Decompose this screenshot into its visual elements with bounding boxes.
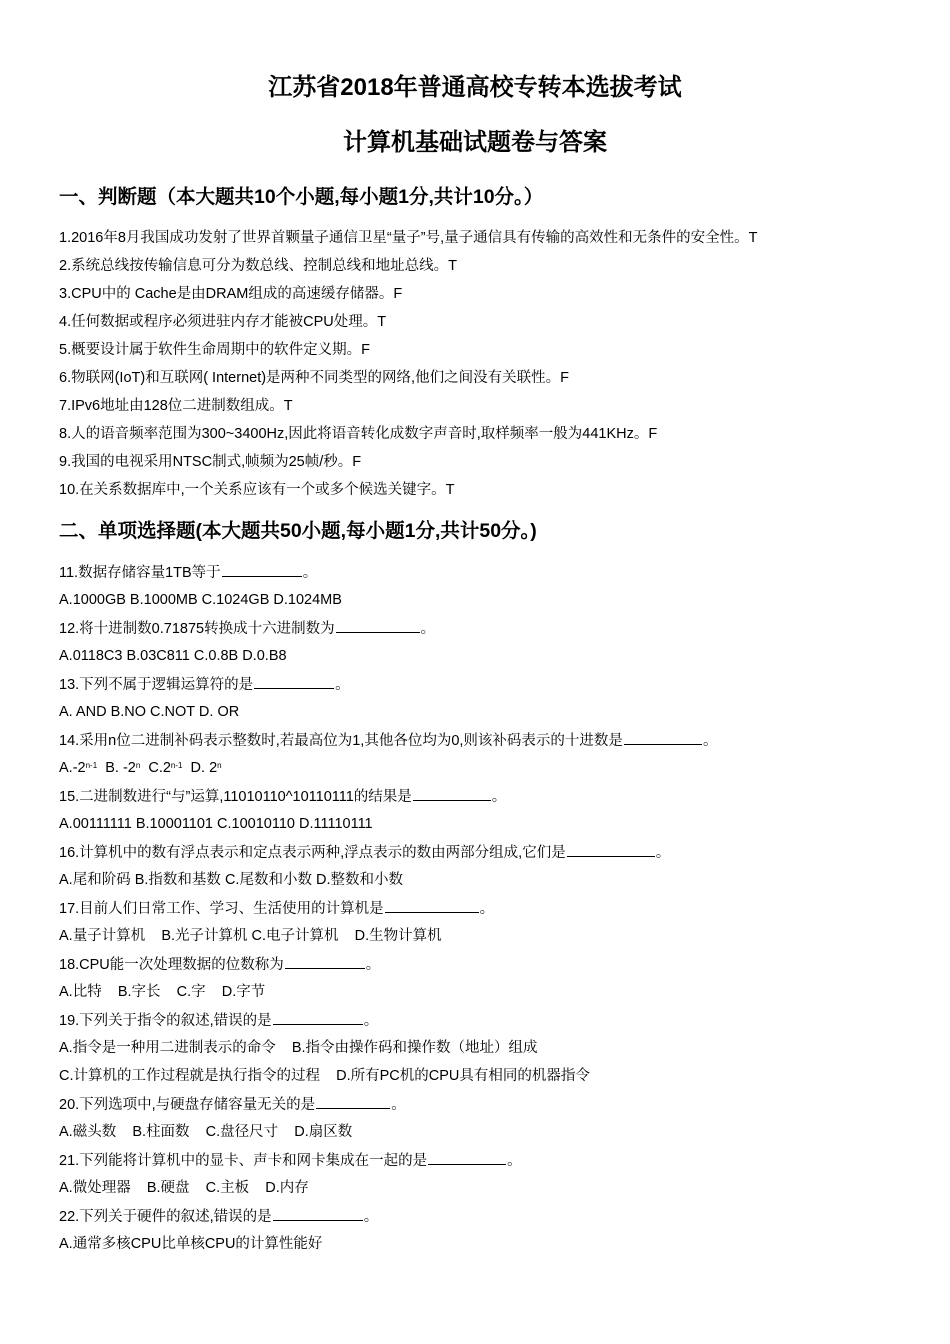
question-text: 18.CPU能一次处理数据的位数称为 — [59, 957, 284, 973]
question-period: 。 — [391, 1097, 406, 1113]
question-stem — [59, 954, 380, 975]
answer-blank — [316, 1094, 390, 1109]
question-stem — [59, 562, 317, 583]
question-options: A.0118C3 B.03C811 C.0.8B D.0.B8 — [59, 648, 287, 664]
question-item: 1.2016年8月我国成功发射了世界首颗量子通信卫星“量子”号,量子通信具有传输的高效性和无条件的安全性。T — [59, 230, 758, 246]
question-item: 8.人的语音频率范围为300~3400Hz,因此将语音转化成数字声音时,取样频率一般为441KHz。F — [59, 426, 658, 442]
option-d: D. 2 — [182, 760, 218, 776]
question-period: 。 — [702, 733, 718, 749]
question-stem — [59, 1206, 378, 1227]
question-period: 。 — [365, 957, 381, 973]
question-options: C.计算机的工作过程就是执行指令的过程 D.所有PC机的CPU具有相同的机器指令 — [59, 1068, 590, 1084]
question-period: 。 — [335, 677, 350, 693]
question-text: 17.目前人们日常工作、学习、生活使用的计算机是 — [59, 901, 384, 917]
option-c-exponent: n-1 — [170, 761, 183, 770]
answer-blank — [285, 954, 365, 969]
question-period: 。 — [363, 1013, 379, 1029]
question-period: 。 — [655, 845, 671, 861]
question-period: 。 — [507, 1153, 522, 1169]
answer-blank — [385, 898, 479, 913]
question-item: 5.概要设计属于软件生命周期中的软件定义期。F — [59, 342, 370, 358]
question-stem — [59, 674, 350, 695]
section-heading-true-false: 一、判断题（本大题共10个小题,每小题1分,共计10分。） — [59, 186, 544, 208]
section-heading-multiple-choice: 二、单项选择题(本大题共50小题,每小题1分,共计50分。) — [59, 520, 537, 542]
question-item: 4.任何数据或程序必须进驻内存才能被CPU处理。T — [59, 314, 387, 330]
question-options: A.比特 B.字长 C.字 D.字节 — [59, 984, 266, 1000]
document-title: 江苏省2018年普通高校专转本选拔考试 — [268, 74, 682, 101]
question-text: 21.下列能将计算机中的显卡、声卡和网卡集成在一起的是 — [59, 1153, 428, 1169]
question-options: A.磁头数 B.柱面数 C.盘径尺寸 D.扇区数 — [59, 1124, 353, 1140]
question-stem — [59, 1094, 406, 1115]
answer-blank — [273, 1010, 363, 1025]
answer-blank — [428, 1150, 506, 1165]
question-stem — [59, 786, 506, 807]
option-b: B. -2 — [97, 760, 136, 776]
question-text: 20.下列选项中,与硬盘存储容量无关的是 — [59, 1097, 316, 1113]
question-item: 6.物联网(IoT)和互联网( Internet)是两种不同类型的网络,他们之间没有关联性。F — [59, 370, 569, 386]
question-options: A.尾和阶码 B.指数和基数 C.尾数和小数 D.整数和小数 — [59, 872, 403, 888]
question-stem — [59, 730, 717, 751]
option-a: A.-2 — [59, 760, 86, 776]
question-period: 。 — [363, 1209, 379, 1225]
question-period: 。 — [302, 565, 318, 581]
question-options: A. AND B.NO C.NOT D. OR — [59, 704, 240, 720]
option-c: C.2 — [140, 760, 171, 776]
question-stem — [59, 618, 435, 639]
answer-blank — [273, 1206, 363, 1221]
question-text: 11.数据存储容量1TB等于 — [59, 565, 221, 581]
answer-blank — [254, 674, 334, 689]
answer-blank — [222, 562, 302, 577]
answer-blank — [567, 842, 655, 857]
answer-blank — [413, 786, 491, 801]
question-text: 19.下列关于指令的叙述,错误的是 — [59, 1013, 272, 1029]
question-period: 。 — [491, 789, 507, 805]
question-text: 16.计算机中的数有浮点表示和定点表示两种,浮点表示的数由两部分组成,它们是 — [59, 845, 566, 861]
answer-blank — [624, 730, 702, 745]
question-text: 15.二进制数进行“与”运算,11010110^10110111的结果是 — [59, 789, 412, 805]
option-a-exponent: n-1 — [85, 761, 98, 770]
question-stem — [59, 842, 670, 863]
question-period: 。 — [479, 901, 495, 917]
question-options: A.1000GB B.1000MB C.1024GB D.1024MB — [59, 592, 342, 608]
option-d-exponent: n — [217, 761, 222, 770]
question-item: 10.在关系数据库中,一个关系应该有一个或多个候选关键字。T — [59, 482, 455, 498]
question-item: 9.我国的电视采用NTSC制式,帧频为25帧/秒。F — [59, 454, 362, 470]
question-options: A.微处理器 B.硬盘 C.主板 D.内存 — [59, 1180, 309, 1196]
question-options: A.指令是一种用二进制表示的命令 B.指令由操作码和操作数（地址）组成 — [59, 1040, 538, 1056]
question-item: 2.系统总线按传输信息可分为数总线、控制总线和地址总线。T — [59, 258, 457, 274]
question-text: 14.采用n位二进制补码表示整数时,若最高位为1,其他各位均为0,则该补码表示的十进数是 — [59, 733, 623, 749]
question-stem — [59, 898, 494, 919]
question-options: A.通常多核CPU比单核CPU的计算性能好 — [59, 1236, 323, 1252]
question-text: 13.下列不属于逻辑运算符的是 — [59, 677, 254, 693]
question-period: 。 — [420, 621, 436, 637]
question-text: 12.将十进制数0.71875转换成十六进制数为 — [59, 621, 335, 637]
question-stem — [59, 1010, 378, 1031]
question-stem — [59, 1150, 522, 1171]
document-subtitle: 计算机基础试题卷与答案 — [343, 129, 607, 156]
question-options: A.量子计算机 B.光子计算机 C.电子计算机 D.生物计算机 — [59, 928, 442, 944]
answer-blank — [336, 618, 420, 633]
option-b-exponent: n — [135, 761, 141, 770]
question-text: 22.下列关于硬件的叙述,错误的是 — [59, 1209, 272, 1225]
question-item: 3.CPU中的 Cache是由DRAM组成的高速缓存储器。F — [59, 286, 403, 302]
question-options — [59, 758, 222, 778]
question-options: A.00111111 B.10001101 C.10010110 D.11110111 — [59, 816, 373, 832]
question-item: 7.IPv6地址由128位二进制数组成。T — [59, 398, 293, 414]
